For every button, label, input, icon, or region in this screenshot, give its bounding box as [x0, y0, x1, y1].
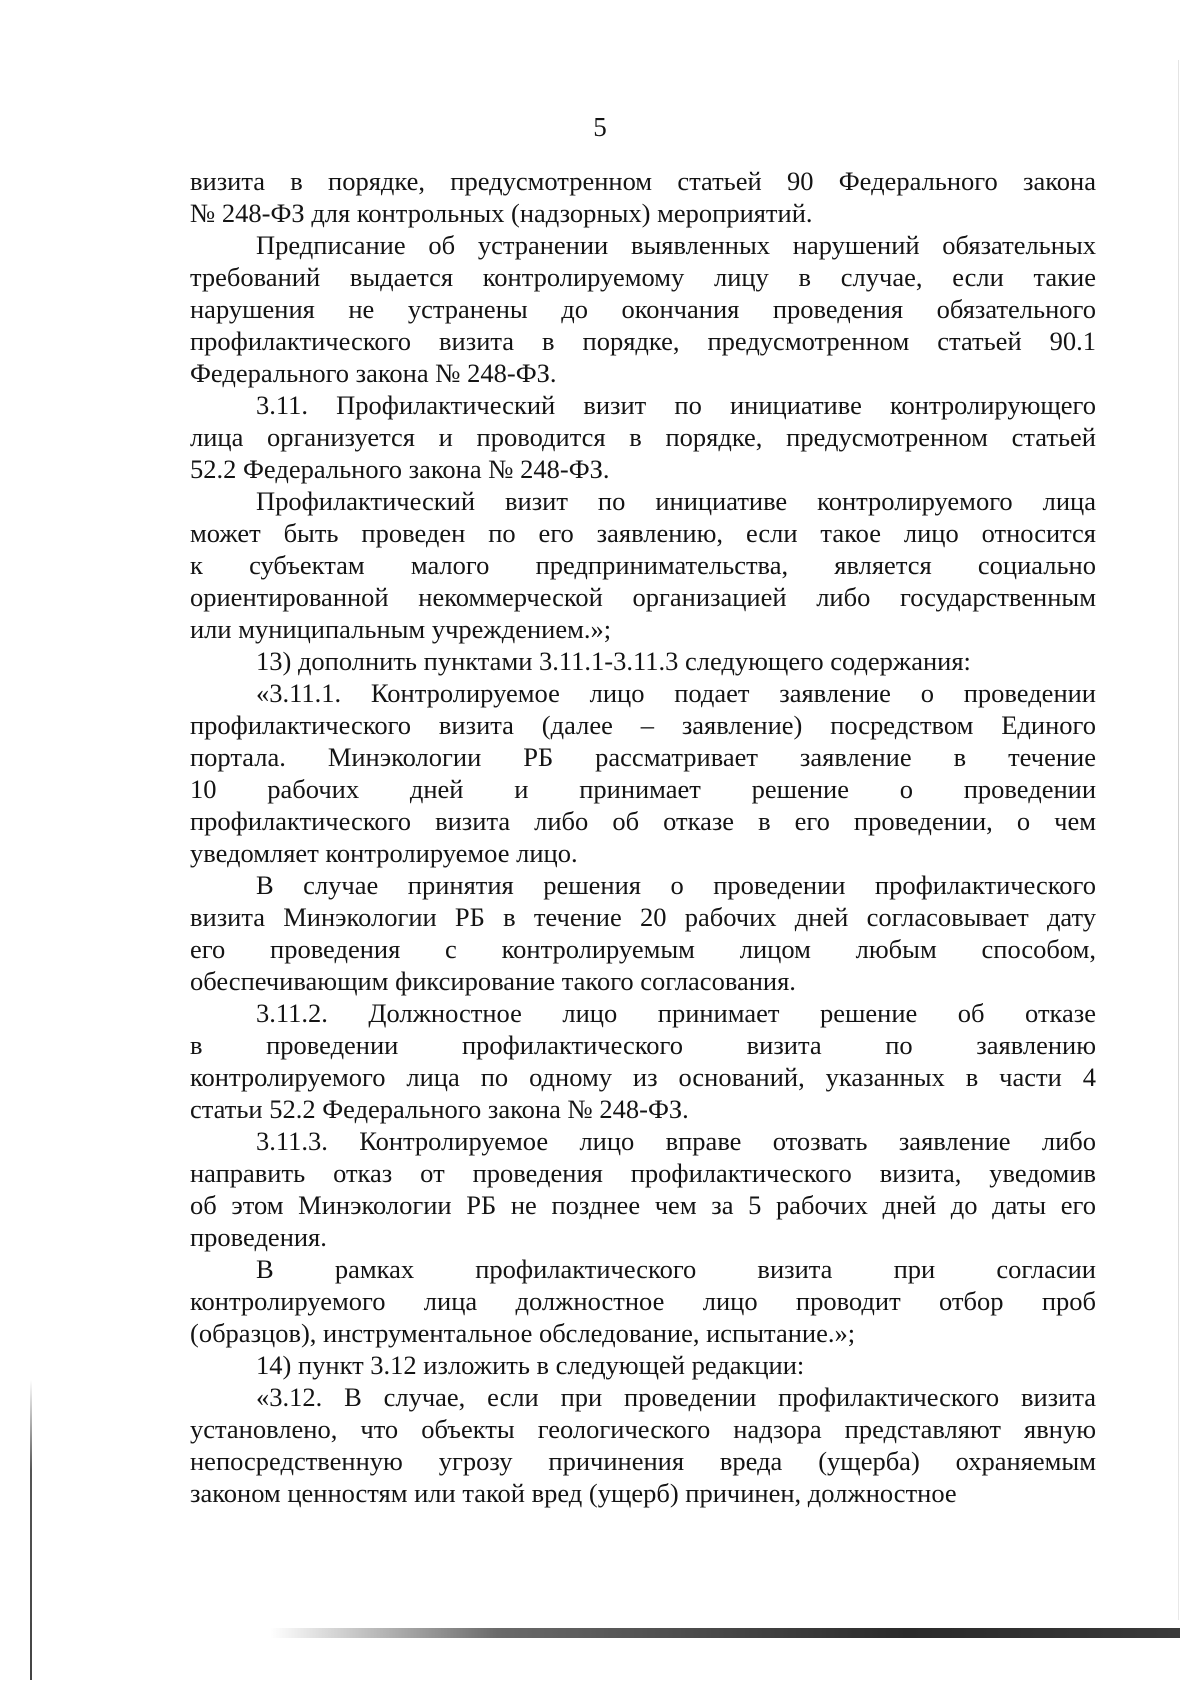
paragraph-line: установлено, что объекты геологического надзора представляют явную [190, 1414, 1096, 1444]
paragraph-line: 14) пункт 3.12 изложить в следующей редакции: [256, 1350, 805, 1380]
paragraph-line: 3.11. Профилактический визит по инициативе контролирующего [256, 390, 1096, 420]
paragraph-line: статьи 52.2 Федерального закона № 248-ФЗ. [190, 1094, 689, 1124]
paragraph-line: или муниципальным учреждением.»; [190, 614, 612, 644]
scan-edge-right [1178, 60, 1179, 1620]
paragraph-line: Предписание об устранении выявленных нарушений обязательных [256, 230, 1096, 260]
paragraph-line: «3.12. В случае, если при проведении профилактического визита [256, 1382, 1096, 1412]
paragraph-line: «3.11.1. Контролируемое лицо подает заявление о проведении [256, 678, 1096, 708]
page-number: 5 [593, 112, 607, 142]
paragraph-line: 3.11.3. Контролируемое лицо вправе отозвать заявление либо [256, 1126, 1096, 1156]
paragraph-line: визита Минэкологии РБ в течение 20 рабочих дней согласовывает дату [190, 902, 1096, 932]
scan-bottom-shadow [270, 1628, 1180, 1638]
paragraph-line: портала. Минэкологии РБ рассматривает заявление в течение [190, 742, 1096, 772]
paragraph-line: профилактического визита в порядке, предусмотренном статьей 90.1 [190, 326, 1096, 356]
paragraph-line: № 248-ФЗ для контрольных (надзорных) мероприятий. [190, 198, 813, 228]
paragraph-line: Профилактический визит по инициативе контролируемого лица [256, 486, 1096, 516]
paragraph-line: требований выдается контролируемому лицу в случае, если такие [190, 262, 1096, 292]
paragraph-line: 10 рабочих дней и принимает решение о проведении [190, 774, 1096, 804]
paragraph-line: ориентированной некоммерческой организацией либо государственным [190, 582, 1096, 612]
paragraph-line: профилактического визита (далее – заявление) посредством Единого [190, 710, 1096, 740]
paragraph-line: лица организуется и проводится в порядке, предусмотренном статьей [190, 422, 1096, 452]
paragraph-line: непосредственную угрозу причинения вреда (ущерба) охраняемым [190, 1446, 1096, 1476]
paragraph-line: нарушения не устранены до окончания проведения обязательного [190, 294, 1096, 324]
paragraph-line: В случае принятия решения о проведении профилактического [256, 870, 1096, 900]
paragraph-line: обеспечивающим фиксирование такого согласования. [190, 966, 796, 996]
paragraph-line: к субъектам малого предпринимательства, является социально [190, 550, 1096, 580]
paragraph-line: профилактического визита либо об отказе в его проведении, о чем [190, 806, 1096, 836]
scan-edge-left [30, 1380, 32, 1680]
paragraph-line: 13) дополнить пунктами 3.11.1-3.11.3 следующего содержания: [256, 646, 971, 676]
paragraph-line: 52.2 Федерального закона № 248-ФЗ. [190, 454, 610, 484]
paragraph-line: уведомляет контролируемое лицо. [190, 838, 578, 868]
paragraph-line: В рамках профилактического визита при согласии [256, 1254, 1096, 1284]
paragraph-line: может быть проведен по его заявлению, если такое лицо относится [190, 518, 1096, 548]
paragraph-line: в проведении профилактического визита по заявлению [190, 1030, 1096, 1060]
paragraph-line: контролируемого лица по одному из оснований, указанных в части 4 [190, 1062, 1096, 1092]
paragraph-line: его проведения с контролируемым лицом любым способом, [190, 934, 1096, 964]
paragraph-line: об этом Минэкологии РБ не позднее чем за 5 рабочих дней до даты его [190, 1190, 1096, 1220]
paragraph-line: (образцов), инструментальное обследование, испытание.»; [190, 1318, 856, 1348]
paragraph-line: направить отказ от проведения профилактического визита, уведомив [190, 1158, 1096, 1188]
document-body [190, 165, 1096, 1509]
paragraph-line: законом ценностям или такой вред (ущерб) причинен, должностное [190, 1478, 957, 1508]
paragraph-line: 3.11.2. Должностное лицо принимает решение об отказе [256, 998, 1096, 1028]
paragraph-line: контролируемого лица должностное лицо проводит отбор проб [190, 1286, 1096, 1316]
paragraph-line: Федерального закона № 248-ФЗ. [190, 358, 557, 388]
paragraph-line: проведения. [190, 1222, 327, 1252]
paragraph-line: визита в порядке, предусмотренном статьей 90 Федерального закона [190, 166, 1096, 196]
